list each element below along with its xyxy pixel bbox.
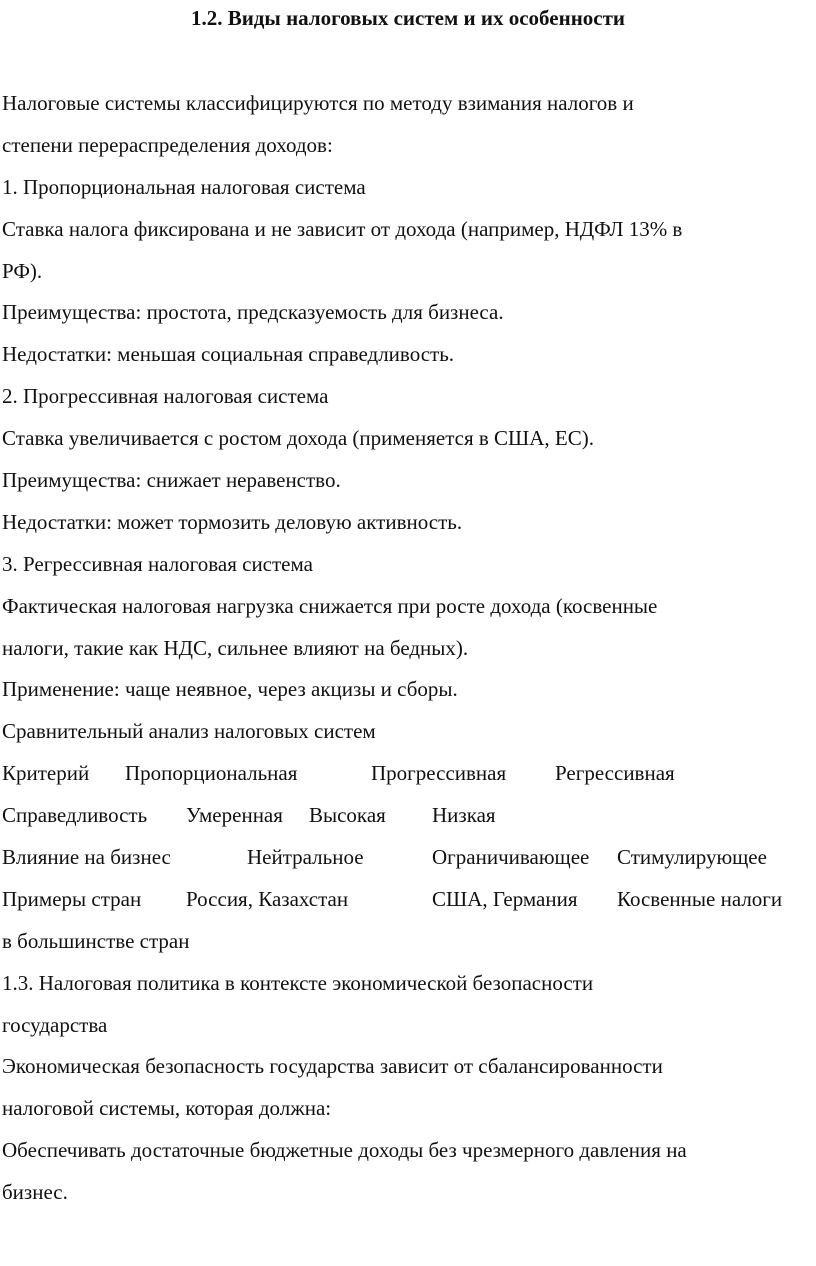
section-title: 1.2. Виды налоговых систем и их особенности <box>190 6 626 30</box>
table-cell: Низкая <box>432 803 496 828</box>
paragraph-line: степени перераспределения доходов: <box>2 132 333 157</box>
table-header-cell: Регрессивная <box>555 761 675 786</box>
table-cell: Стимулирующее <box>617 845 767 870</box>
paragraph-line: Ставка увеличивается с ростом дохода (применяется в США, ЕС). <box>2 426 594 451</box>
paragraph-line: РФ). <box>2 258 43 283</box>
table-cell: Умеренная <box>186 803 283 828</box>
table-header-cell: Пропорциональная <box>125 761 298 786</box>
table-header-cell: Прогрессивная <box>371 761 507 786</box>
paragraph-line: Обеспечивать достаточные бюджетные доходы без чрезмерного давления на <box>2 1138 687 1163</box>
table-header-row <box>2 753 814 795</box>
table-row <box>2 879 814 921</box>
table-cell: Ограничивающее <box>432 845 590 870</box>
table-header-cell: Критерий <box>2 761 90 786</box>
table-continuation: в большинстве стран <box>2 928 190 953</box>
table-cell: Косвенные налоги <box>617 886 783 911</box>
paragraph-line: налоги, такие как НДС, сильнее влияют на бедных). <box>2 635 469 660</box>
paragraph-line: Фактическая налоговая нагрузка снижается при росте дохода (косвенные <box>2 593 658 618</box>
table-caption: Сравнительный анализ налоговых систем <box>2 719 376 744</box>
table-row <box>2 795 814 837</box>
subsection-heading: государства <box>2 1012 108 1037</box>
paragraph-line: Преимущества: простота, предсказуемость для бизнеса. <box>2 300 504 325</box>
paragraph-line: бизнес. <box>2 1180 68 1205</box>
subsection-heading: 1.3. Налоговая политика в контексте экономической безопасности <box>2 970 594 995</box>
list-heading: 3. Регрессивная налоговая система <box>2 551 313 576</box>
table-cell: Примеры стран <box>2 886 142 911</box>
paragraph-line: Налоговые системы классифицируются по методу взимания налогов и <box>2 91 634 115</box>
paragraph-line: Недостатки: может тормозить деловую активность. <box>2 509 463 534</box>
table-cell: Влияние на бизнес <box>2 845 171 870</box>
table-cell: США, Германия <box>432 886 578 911</box>
table-cell: Нейтральное <box>247 845 364 870</box>
paragraph-line: Применение: чаще неявное, через акцизы и сборы. <box>2 677 458 702</box>
paragraph-line: Недостатки: меньшая социальная справедливость. <box>2 342 455 367</box>
list-heading: 1. Пропорциональная налоговая система <box>2 174 366 199</box>
list-heading: 2. Прогрессивная налоговая система <box>2 384 329 409</box>
paragraph-line: налоговой системы, которая должна: <box>2 1096 332 1121</box>
paragraph-line: Ставка налога фиксирована и не зависит от дохода (например, НДФЛ 13% в <box>2 216 683 241</box>
table-cell: Справедливость <box>2 803 148 828</box>
table-row <box>2 837 814 879</box>
document-body <box>2 83 814 1214</box>
table-cell: Россия, Казахстан <box>186 886 349 911</box>
table-cell: Высокая <box>309 803 386 828</box>
paragraph-line: Преимущества: снижает неравенство. <box>2 468 341 493</box>
paragraph-line: Экономическая безопасность государства зависит от сбалансированности <box>2 1054 663 1079</box>
